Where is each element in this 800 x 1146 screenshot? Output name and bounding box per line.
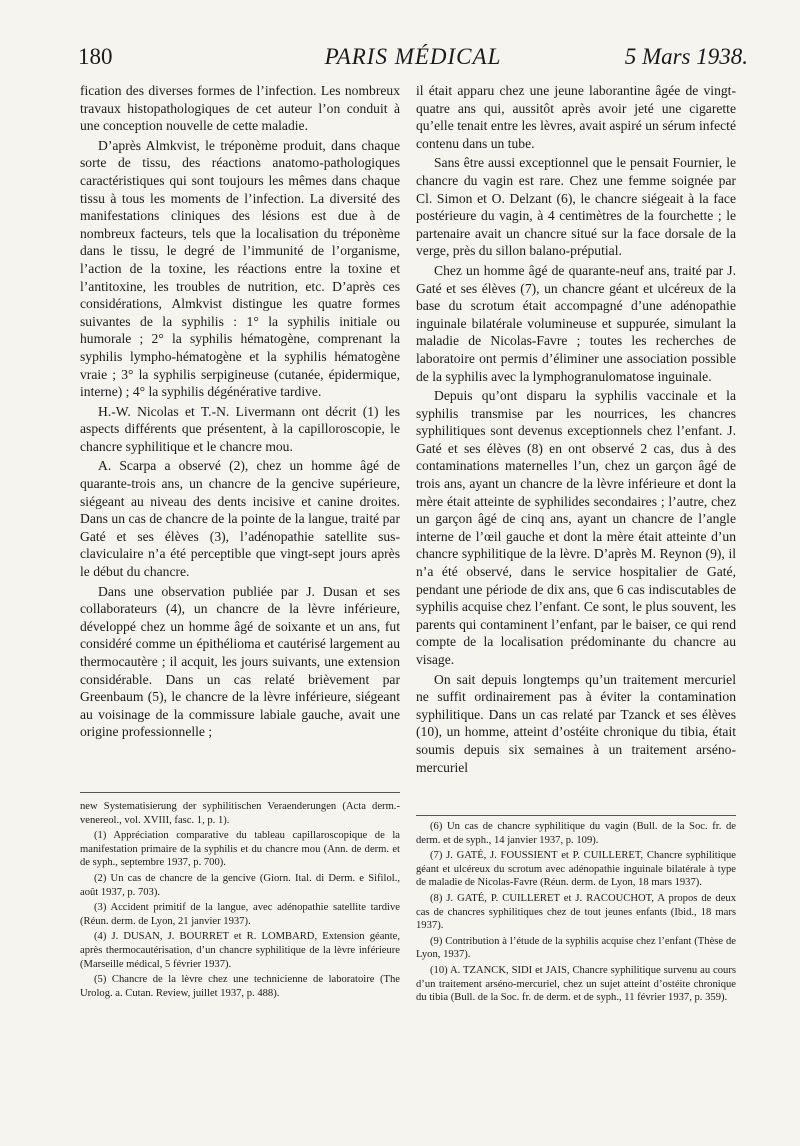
page-header — [78, 44, 748, 78]
paragraph: fication des diverses formes de l’infection. Les nombreux travaux histopathologiques de cet auteur l’on conduit à une conception nouvelle de cette maladie. — [80, 83, 400, 134]
footnotes-right — [416, 820, 736, 1007]
paragraph: D’après Almkvist, le tréponème produit, dans chaque sorte de tissu, des réactions anatomo-pathologiques caractéristiques qui sont toujours les mêmes dans chaque tissu à tous les moments de l’infection. La diversité des manifestations cliniques des lésions est due à de nombreux facteurs, tels que la localisation du tréponème dans le tissu, le degré de l’immunité de l’organisme, l’action de la toxine, les réactions entre la toxine et l’antitoxine, les troubles de nutrition, etc. D’après ces considérations, Almkvist distingue les quatre formes suivantes de la syphilis : 1° la syphilis initiale ou humorale ; 2° la syphilis hématogène, comprenant la syphilis lympho-hématogène et la syphilis hématogène vraie ; 3° la syphilis serpigineuse (cutanée, épidermique, interne) ; 4° la syphilis dégénérative tardive. — [80, 137, 400, 400]
footnote: (10) A. TZANCK, SIDI et JAIS, Chancre syphilitique survenu au cours d’un traitement arséno-mercuriel, chez un sujet atteint d’ostéite chronique du tibia (Bull. de la Soc. fr. de derm. et de syph., 11 février 1937, p. 359). — [416, 964, 736, 1004]
footnote: (6) Un cas de chancre syphilitique du vagin (Bull. de la Soc. fr. de derm. et de syph., 14 janvier 1937, p. 109). — [416, 821, 736, 846]
paragraph: Sans être aussi exceptionnel que le pensait Fournier, le chancre du vagin est rare. Chez une femme soignée par Cl. Simon et O. Delzant (6), le chancre siégeait à la face postérieure du vagin, à 4 centimètres de la fourchette ; le partenaire avait un chancre situé sur la face dorsale de la verge, près du sillon balano-préputial. — [416, 155, 736, 259]
footnote: (1) Appréciation comparative du tableau capillaroscopique de la manifestation primaire de la syphilis et du chancre mou (Ann. de derm. et de syph., septembre 1937, p. 700). — [80, 830, 400, 869]
paragraph: Depuis qu’ont disparu la syphilis vaccinale et la syphilis transmise par les nourrices, les chancres syphilitiques sont devenus exceptionnels chez l’enfant. J. Gaté et ses élèves (8) en ont observé 2 cas, dus à des contaminations maternelles l’un, chez un garçon âgé de trois ans, ayant un chancre de la lèvre inférieure et dont la mère était atteinte de syphilides secondaires ; l’autre, chez un garçon âgé de cinq ans, ayant un chancre de l’angle interne de l’œil gauche et dont la mère était atteinte d’un chancre syphilitique de la lèvre. D’après M. Reynon (9), il n’a été observé, dans le service hospitalier de Gaté, pendant une période de dix ans, que 6 cas indiscutables de syphilis acquise chez l’enfant. Ce sont, le plus souvent, les parents qui contaminent l’enfant, par le baiser, ce qui rend compte de la localisation prédominante du chancre au visage. — [416, 388, 736, 667]
footnote-divider — [80, 792, 400, 793]
footnote: (7) J. GATÉ, J. FOUSSIENT et P. CUILLERET, Chancre syphilitique géant et ulcéreux du scrotum avec adénopathie inguinale bilatérale à type de maladie de Nicolas-Favre (Réun. derm. de Lyon, 18 mars 1937). — [416, 850, 736, 889]
paragraph: Chez un homme âgé de quarante-neuf ans, traité par J. Gaté et ses élèves (7), un chancre géant et ulcéreux de la base du scrotum était accompagné d’une adénopathie inguinale bilatérale volumineuse et suppurée, simulant la maladie de Nicolas-Favre ; toutes les recherches de laboratoire ont permis d’éliminer une association possible de la syphilis avec la lymphogranulomatose inguinale. — [416, 262, 736, 384]
page-number: 180 — [78, 44, 113, 69]
footnote: new Systematisierung der syphilitischen Veraenderungen (Acta derm.-venereol., vol. XVIII, fasc. 1, p. 1). — [80, 801, 400, 826]
journal-title: PARIS MÉDICAL — [324, 44, 502, 69]
footnote-divider — [416, 815, 736, 816]
paragraph: On sait depuis longtemps qu’un traitement mercuriel ne suffit ordinairement pas à éviter la contamination syphilitique. Dans un cas relaté par Tzanck et ses élèves (10), un homme, atteint d’ostéite chronique du tibia, était soumis depuis six semaines à un traitement arséno-mercuriel — [416, 671, 736, 775]
footnote: (8) J. GATÉ, P. CUILLERET et J. RACOUCHOT, A propos de deux cas de chancres syphilitiques chez de tout jeunes enfants (Ibid., 18 mars 1937). — [416, 892, 736, 932]
footnotes-left — [80, 800, 400, 1002]
footnote: (3) Accident primitif de la langue, avec adénopathie satellite tardive (Réun. derm. de Lyon, 21 janvier 1937). — [80, 902, 400, 927]
paragraph: il était apparu chez une jeune laborantine âgée de vingt-quatre ans qui, aussitôt après avoir jeté une cigarette qu’elle tenait entre les lèvres, avait aspiré un sérum infecté contenu dans un tube. — [416, 83, 736, 151]
paragraph: Dans une observation publiée par J. Dusan et ses collaborateurs (4), un chancre de la lèvre inférieure, développé chez un homme âgé de soixante et un ans, fut considéré comme un épithélioma et cautérisé largement au thermocautère ; il acquit, les jours suivants, une extension considérable. Dans un cas relaté brièvement par Greenbaum (5), le chancre de la lèvre inférieure, siégeant au voisinage de la commissure labiale gauche, avait une origine professionnelle ; — [80, 583, 400, 740]
paragraph: H.-W. Nicolas et T.-N. Livermann ont décrit (1) les aspects différents que présentent, à la capilloroscopie, le chancre syphilitique et le chancre mou. — [80, 403, 400, 454]
left-column — [80, 82, 400, 741]
footnote: (9) Contribution à l’étude de la syphilis acquise chez l’enfant (Thèse de Lyon, 1937). — [416, 935, 736, 961]
footnote: (2) Un cas de chancre de la gencive (Giorn. Ital. di Derm. e Sifilol., août 1937, p. 703). — [80, 872, 400, 898]
footnote: (5) Chancre de la lèvre chez une technicienne de laboratoire (The Urolog. a. Cutan. Review, juillet 1937, p. 488). — [80, 974, 400, 999]
right-column — [416, 82, 736, 776]
paragraph: A. Scarpa a observé (2), chez un homme âgé de quarante-trois ans, un chancre de la gencive supérieure, siégeant au niveau des dents incisive et canine droites. Dans un cas de chancre de la pointe de la langue, traité par Gaté et ses élèves (3), l’adénopathie satellite sus-claviculaire n’a été perceptible que vingt-sept jours après le début du chancre. — [80, 458, 400, 580]
footnote: (4) J. DUSAN, J. BOURRET et R. LOMBARD, Extension géante, après thermocautérisation, d’un chancre syphilitique de la lèvre inférieure (Marseille médical, 5 février 1937). — [80, 931, 400, 970]
issue-date: 5 Mars 1938. — [624, 44, 748, 69]
